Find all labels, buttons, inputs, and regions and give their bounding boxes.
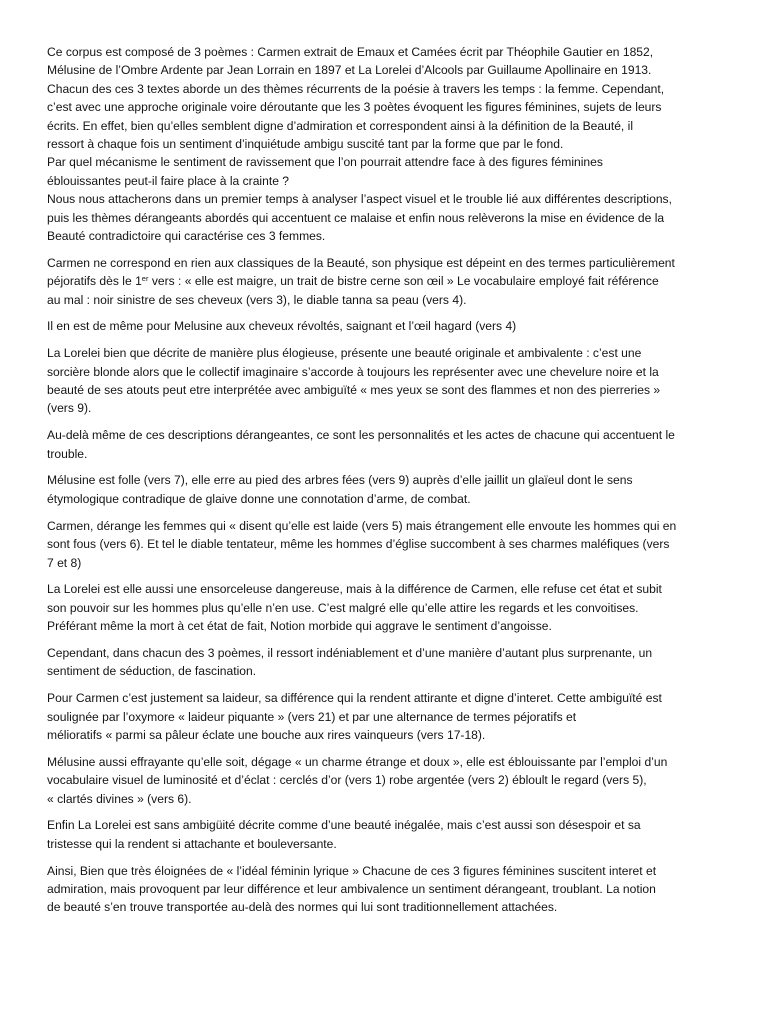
text-line: Ce corpus est composé de 3 poèmes : Carmen extrait de Emaux et Camées écrit par Théophile Gautier en 1852, xyxy=(47,45,654,59)
paragraph-lorelei-ensorceleuse xyxy=(47,580,725,635)
text-line: ressort à chaque fois un sentiment d’inquiétude ambigu suscité tant par la forme que par le fond. xyxy=(47,137,564,152)
text-line: Enfin La Lorelei est sans ambigüité décrite comme d’une beauté inégalée, mais c’est aussi son désespoir et sa xyxy=(47,818,641,833)
text-line: vocabulaire visuel de luminosité et d’éclat : cerclés d’or (vers 1) robe argentée (vers 2) ébloult le regard (vers 5), xyxy=(47,773,647,788)
text-segment: péjoratifs dès le 1 xyxy=(47,274,142,289)
text-line: étymologique contradique de glaive donne une connotation d’arme, de combat. xyxy=(47,491,471,506)
text-line: son pouvoir sur les hommes plus qu’elle n’en use. C’est malgré elle qu’elle attire les regards et les convoitises. xyxy=(47,600,639,615)
text-line: Au-delà même de ces descriptions dérangeantes, ce sont les personnalités et les actes de chacune qui accentuent le xyxy=(47,428,675,443)
text-line: « clartés divines » (vers 6). xyxy=(47,791,192,806)
text-segment: vers : « elle est maigre, un trait de bistre cerne son œil » Le vocabulaire employé fait référence xyxy=(148,274,659,289)
text-line: 7 et 8) xyxy=(47,555,82,570)
text-line: Carmen, dérange les femmes qui « disent qu’elle est laide (vers 5) mais étrangement elle envoute les hommes qui en xyxy=(47,518,677,533)
text-line: de beauté s’en trouve transportée au-delà des normes qui lui sont traditionnellement attachées. xyxy=(47,900,558,915)
paragraph-melusine-cheveux xyxy=(47,317,725,335)
text-line: Mélusine est folle (vers 7), elle erre au pied des arbres fées (vers 9) auprès d’elle jaillit un glaïeul dont le sens xyxy=(47,473,633,488)
text-line: admiration, mais provoquent par leur différence et leur ambivalence un sentiment dérangeant, troublant. La notion xyxy=(47,881,656,896)
text-line: Ainsi, Bien que très éloignées de « l’idéal féminin lyrique » Chacune de ces 3 figures féminines suscitent interet et xyxy=(47,863,657,878)
text-line: Nous nous attacherons dans un premier temps à analyser l’aspect visuel et le trouble lié aux différentes descriptions, xyxy=(47,192,672,207)
text-line: trouble. xyxy=(47,446,88,461)
text-line: Mélusine aussi effrayante qu’elle soit, dégage « un charme étrange et doux », elle est éblouissante par l’emploi d’un xyxy=(47,754,668,769)
text-line: Par quel mécanisme le sentiment de ravissement que l’on pourrait attendre face à des figures féminines xyxy=(47,155,603,170)
text-line: tristesse qui la rendent si attachante et bouleversante. xyxy=(47,836,337,851)
paragraph-carmen-derange xyxy=(47,517,725,572)
document-body xyxy=(47,43,725,925)
text-line: soulignée par l’oxymore « laideur piquante » (vers 21) et par une alternance de termes péjoratifs et xyxy=(47,709,577,724)
text-line: Préférant même la mort à cet état de fait, Notion morbide qui aggrave le sentiment d’angoisse. xyxy=(47,619,552,634)
paragraph-melusine-charme xyxy=(47,753,725,808)
superscript: er xyxy=(141,274,149,284)
text-line: sentiment de séduction, de fascination. xyxy=(47,664,257,679)
text-line: Pour Carmen c’est justement sa laideur, sa différence qui la rendent attirante et digne d’interet. Cette ambiguïté est xyxy=(47,691,662,706)
text-line: La Lorelei est elle aussi une ensorceleuse dangereuse, mais à la différence de Carmen, elle refuse cet état et subit xyxy=(47,582,662,597)
paragraph-seduction xyxy=(47,644,725,681)
text-line: La Lorelei bien que décrite de manière plus élogieuse, présente une beauté originale et ambivalente : c’est une xyxy=(47,346,642,361)
text-line: puis les thèmes dérangeants abordés qui accentuent ce malaise et enfin nous relèverons la mise en évidence de la xyxy=(47,210,665,225)
text-line: Beauté contradictoire qui caractérise ces 3 femmes. xyxy=(47,229,326,244)
text-line: (vers 9). xyxy=(47,401,92,416)
text-line-with-superscript xyxy=(47,272,725,290)
text-line: Carmen ne correspond en rien aux classiques de la Beauté, son physique est dépeint en des termes particulièrement xyxy=(47,255,675,270)
paragraph-transition xyxy=(47,426,725,463)
text-line: sorcière blonde alors que le collectif imaginaire s’accorde à toujours les représenter avec une chevelure noire et la xyxy=(47,364,659,379)
paragraph-conclusion xyxy=(47,862,725,917)
text-line: Mélusine de l’Ombre Ardente par Jean Lorrain en 1897 et La Lorelei d’Alcools par Guillaume Apollinaire en 1913. xyxy=(47,63,652,78)
text-line: éblouissantes peut-il faire place à la crainte ? xyxy=(47,173,290,188)
text-line: mélioratifs « parmi sa pâleur éclate une bouche aux rires vainqueurs (vers 17-18). xyxy=(47,727,486,742)
text-line: au mal : noir sinistre de ses cheveux (vers 3), le diable tanna sa peau (vers 4). xyxy=(47,292,467,307)
paragraph-lorelei-desespoir xyxy=(47,816,725,853)
paragraph-introduction xyxy=(47,43,725,245)
text-line: Cependant, dans chacun des 3 poèmes, il ressort indéniablement et d’une manière d’autant plus surprenante, un xyxy=(47,645,653,660)
paragraph-lorelei-beaute xyxy=(47,344,725,418)
text-line: Chacun des ces 3 textes aborde un des thèmes récurrents de la poésie à travers les temps : la femme. Cependant, xyxy=(47,81,665,96)
paragraph-carmen-physique xyxy=(47,254,725,309)
paragraph-melusine-folle xyxy=(47,471,725,508)
text-line: beauté de ses atouts peut etre interprétée avec ambiguïté « mes yeux se sont des flammes et non des pierreries » xyxy=(47,383,661,398)
text-line: Il en est de même pour Melusine aux cheveux révoltés, saignant et l’œil hagard (vers 4) xyxy=(47,319,517,334)
text-line: écrits. En effet, bien qu’elles semblent digne d’admiration et correspondent ainsi à la définition de la Beauté, il xyxy=(47,118,634,133)
text-line: c’est avec une approche originale voire déroutante que les 3 poètes évoquent les figures féminines, sujets de leurs xyxy=(47,100,662,115)
text-line: sont fous (vers 6). Et tel le diable tentateur, même les hommes d’église succombent à ses charmes maléfiques (vers xyxy=(47,537,670,552)
paragraph-carmen-laideur xyxy=(47,689,725,744)
